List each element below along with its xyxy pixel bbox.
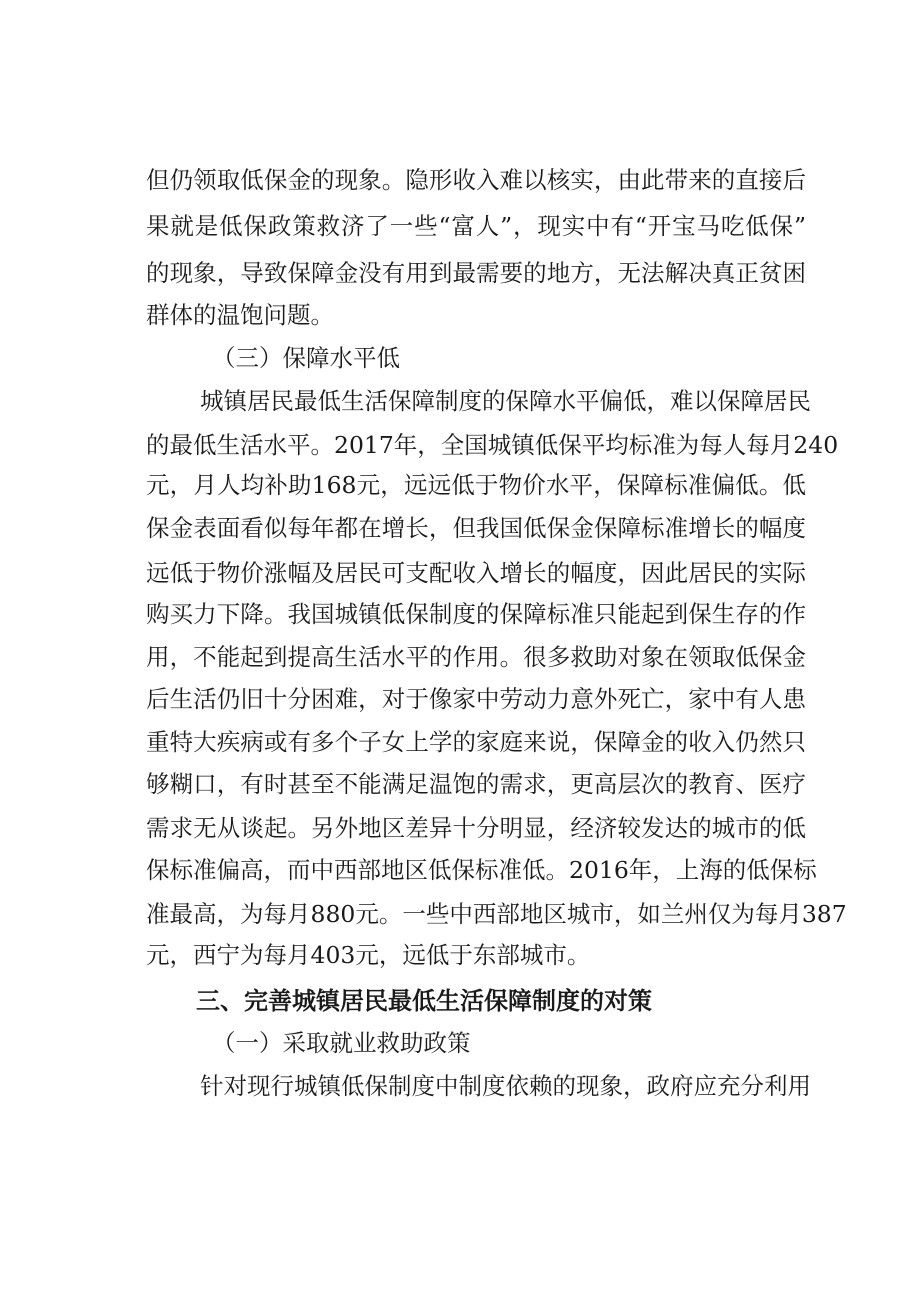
paragraph-line: 元，西宁为每月403元，远低于东部城市。: [146, 941, 591, 969]
subsection-heading: （一）采取就业救助政策: [212, 1029, 471, 1057]
paragraph-line: 的最低生活水平。2017年，全国城镇低保平均标准为每人每月240: [146, 431, 839, 459]
paragraph-line: 够糊口，有时甚至不能满足温饱的需求，更高层次的教育、医疗: [146, 770, 806, 798]
paragraph-line: 重特大疾病或有多个子女上学的家庭来说，保障金的收入仍然只: [146, 728, 806, 756]
subsection-heading: （三）保障水平低: [212, 344, 400, 372]
paragraph-line: 后生活仍旧十分困难，对于像家中劳动力意外死亡，家中有人患: [146, 685, 806, 713]
paragraph-line: 针对现行城镇低保制度中制度依赖的现象，政府应充分利用: [200, 1072, 811, 1100]
paragraph-line: 准最高，为每月880元。一些中西部地区城市，如兰州仅为每月387: [146, 900, 847, 928]
section-heading: 三、完善城镇居民最低生活保障制度的对策: [196, 987, 652, 1015]
paragraph-line: 需求无从谈起。另外地区差异十分明显，经济较发达的城市的低: [146, 814, 806, 842]
paragraph-line: 保金表面看似每年都在增长，但我国低保金保障标准增长的幅度: [146, 514, 806, 542]
paragraph-line: 城镇居民最低生活保障制度的保障水平偏低，难以保障居民: [200, 387, 811, 415]
paragraph-line: 的现象，导致保障金没有用到最需要的地方，无法解决真正贫困: [146, 259, 806, 287]
paragraph-line: 远低于物价涨幅及居民可支配收入增长的幅度，因此居民的实际: [146, 559, 806, 587]
paragraph-line: 果就是低保政策救济了一些“富人”，现实中有“开宝马吃低保”: [146, 212, 806, 240]
paragraph-line: 用，不能起到提高生活水平的作用。很多救助对象在领取低保金: [146, 643, 806, 671]
paragraph-line: 但仍领取低保金的现象。隐形收入难以核实，由此带来的直接后: [146, 166, 806, 194]
paragraph-line: 群体的温饱问题。: [146, 301, 334, 329]
paragraph-line: 元，月人均补助168元，远远低于物价水平，保障标准偏低。低: [146, 471, 806, 499]
paragraph-line: 购买力下降。我国城镇低保制度的保障标准只能起到保生存的作: [146, 600, 806, 628]
paragraph-line: 保标准偏高，而中西部地区低保标准低。2016年，上海的低保标: [146, 856, 817, 884]
